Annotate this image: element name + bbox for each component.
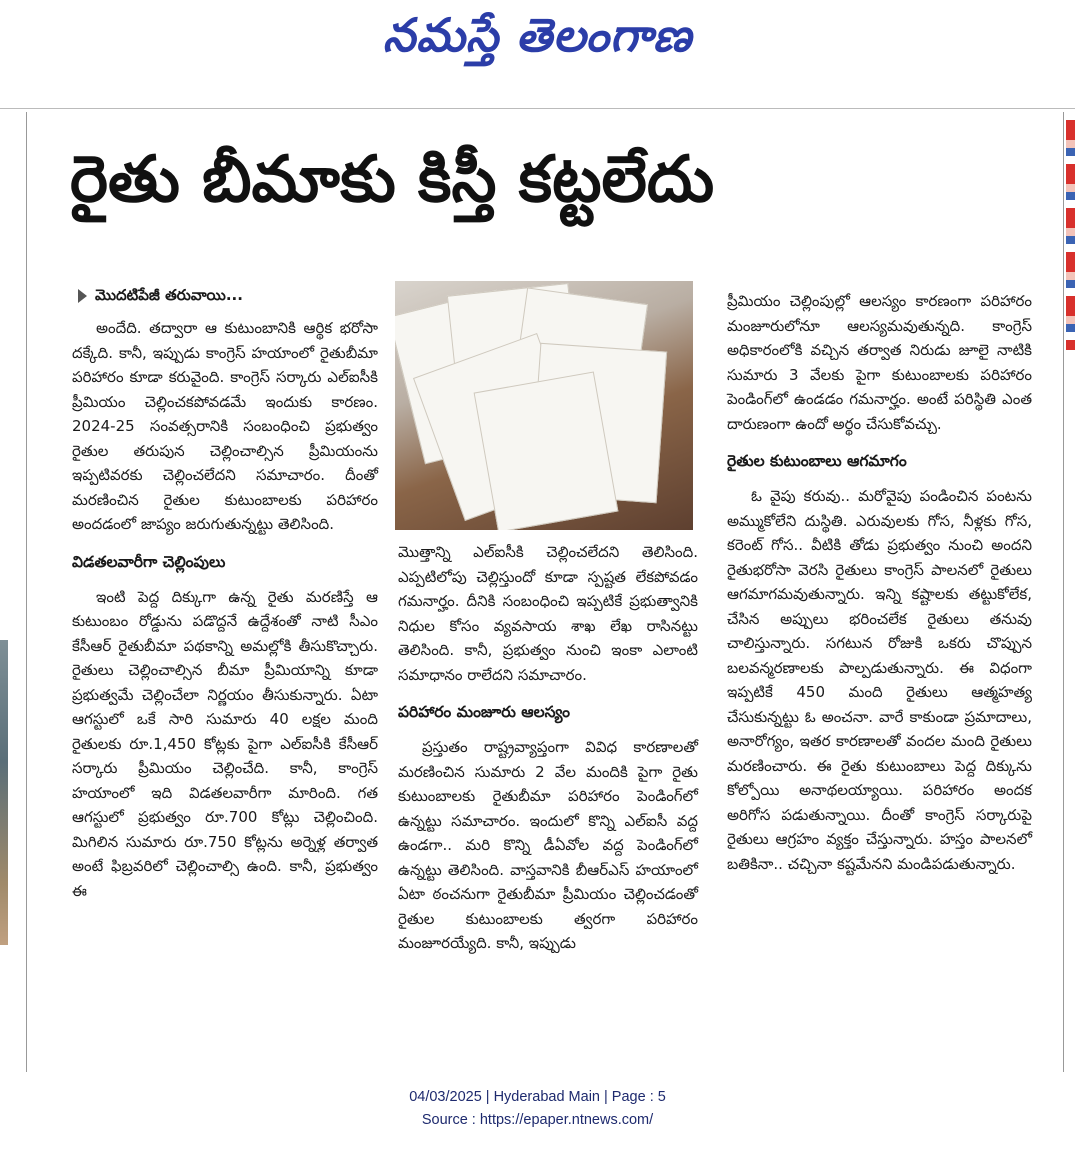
col3-subheading: రైతుల కుటుంబాలు ఆగమాగం — [727, 452, 907, 470]
masthead-rule — [0, 108, 1075, 109]
kicker — [78, 286, 243, 308]
article-column-3 — [727, 289, 1032, 876]
insurance-documents-photo — [395, 281, 693, 530]
masthead — [0, 0, 1075, 92]
article-headline: రైతు బీమాకు కిస్తీ కట్టలేదు — [70, 143, 715, 217]
article-column-1 — [72, 316, 378, 903]
footer-dateline: 04/03/2025 | Hyderabad Main | Page : 5 — [409, 1089, 666, 1105]
col1-paragraph-1: అందేది. తద్వారా ఆ కుటుంబానికి ఆర్థిక భరోసా దక్కేది. కానీ, ఇప్పుడు కాంగ్రెస్ హయాంలో రైతుబీమా పరిహారం కూడా కరువైంది. కాంగ్రెస్ సర్కారు ఎల్‌ఐసీకి ప్రీమియం చెల్లించకపోవడమే ఇందుకు కారణం. 2024-25 సంవత్సరానికి సంబంధించి ప్రభుత్వం రైతుల తరుపున చెల్లించాల్సిన ప్రీమియంను ఇప్పటివరకు చెల్లించలేదని సమాచారం. దీంతో మరణించిన రైతుల కుటుంబాలకు పరిహారం అందడంలో జాప్యం జరుగుతున్నట్టు తెలిసింది. — [72, 319, 378, 533]
right-edge-ad-fragment — [1066, 120, 1075, 350]
col3-paragraph-2: ఓ వైపు కరువు.. మరోవైపు పండించిన పంటను అమ్ముకోలేని దుస్థితి. ఎరువులకు గోస, నీళ్లకు గోస, కరెంట్ గోస.. వీటికి తోడు ప్రభుత్వం నుంచి అందని రైతుభరోసా వెరసి రైతులు కాంగ్రెస్ పాలనలో రైతులు ఆగమాగమవుతున్నారు. ఇన్ని కష్టాలకు తట్టుకోలేక, చేసిన అప్పులు భరించలేక రైతులు తనువు చాలిస్తున్నారు. సగటున రోజుకి ఒకరు చొప్పున బలవన్మరణాలకు పాల్పడుతున్నారు. ఈ విధంగా ఇప్పటికే 450 మంది రైతులు ఆత్మహత్య చేసుకున్నట్టు ఓ అంచనా. వారే కాకుండా ప్రమాదాలు, అనారోగ్యం, ఇతర కారణాలతో వందల మంది రైతులు మరణించారు. ఈ రైతు కుటుంబాలు పెద్ద దిక్కును కోల్పోయి అనాథలయ్యాయి. పరిహారం అందక అరిగోస పడుతున్నాయి. దీంతో కాంగ్రెస్ సర్కారుపై రైతులు ఆగ్రహం వ్యక్తం చేస్తున్నారు. హస్తం పాలనలో బతికినా.. చచ్చినా కష్టమేనని మండిపడుతున్నారు. — [727, 487, 1032, 873]
masthead-title: నమస్తే తెలంగాణ — [382, 8, 693, 62]
col3-paragraph-1: ప్రీమియం చెల్లింపుల్లో ఆలస్యం కారణంగా పరిహారం మంజూరులోనూ ఆలస్యమవుతున్నది. కాంగ్రెస్ అధికారంలోకి వచ్చిన తర్వాత నిరుడు జూలై నాటికి సుమారు 3 వేలకు పైగా కుటుంబాలకు పరిహారం పెండింగ్‌లో ఉండడం గమనార్హం. అంటే పరిస్థితి ఎంత దారుణంగా ఉందో అర్థం చేసుకోవచ్చు. — [727, 292, 1032, 433]
col1-paragraph-2: ఇంటి పెద్ద దిక్కుగా ఉన్న రైతు మరణిస్తే ఆ కుటుంబం రోడ్డును పడొద్దనే ఉద్దేశంతో నాటి సీఎం కేసీఆర్ రైతుబీమా పథకాన్ని అమల్లోకి తీసుకొచ్చారు. రైతులు చెల్లించాల్సిన బీమా ప్రీమియాన్ని కూడా ప్రభుత్వమే చెల్లించేలా నిర్ణయం తీసుకున్నారు. ఏటా ఆగస్టులో ఒకే సారి సుమారు 40 లక్షల మంది రైతులకు రూ.1,450 కోట్లకు పైగా ఎల్‌ఐసీకి కేసీఆర్ సర్కారు ప్రీమియం చెల్లించేది. కానీ, కాంగ్రెస్ హయాంలో ఇది విడతలవారీగా మారింది. గత ఆగస్టులో ప్రభుత్వం రూ.700 కోట్లు చెల్లించింది. మిగిలిన సుమారు రూ.750 కోట్లను అర్నెళ్ల తర్వాత అంటే ఫిబ్రవరిలో చెల్లించాల్సి ఉంది. కానీ, ప్రభుత్వం ఈ — [72, 587, 378, 900]
col2-subheading: పరిహారం మంజూరు ఆలస్యం — [398, 703, 570, 721]
chevron-right-icon — [78, 289, 87, 303]
left-edge-photo-fragment — [0, 640, 8, 945]
footer-source: Source : https://epaper.ntnews.com/ — [421, 1112, 654, 1128]
kicker-text: మొదటిపేజీ తరువాయి... — [95, 286, 243, 304]
col2-paragraph-1: మొత్తాన్ని ఎల్‌ఐసీకి చెల్లించలేదని తెలిసింది. ఎప్పటిలోపు చెల్లిస్తుందో కూడా స్పష్టత లేకపోవడం గమనార్హం. దీనికి సంబంధించి ఇప్పటికే ప్రభుత్వానికి నిధుల కోసం వ్యవసాయ శాఖ లేఖ రాసినట్టు తెలిసింది. కానీ, ప్రభుత్వం నుంచి ఇంకా ఎలాంటి సమాధానం రాలేదని సమాచారం. — [398, 543, 698, 684]
col1-subheading: విడతలవారీగా చెల్లింపులు — [72, 552, 226, 571]
article-column-2 — [398, 540, 698, 956]
col2-paragraph-2: ప్రస్తుతం రాష్ట్రవ్యాప్తంగా వివిధ కారణాలతో మరణించిన సుమారు 2 వేల మందికి పైగా రైతు కుటుంబాలకు రైతుబీమా పరిహారం పెండింగ్‌లో ఉన్నట్టు సమాచారం. ఇందులో కొన్ని ఎల్‌ఐసీ వద్ద ఉండగా.. మరి కొన్ని డీఏవోల వద్ద పెండింగ్‌లో ఉన్నట్టు తెలిసింది. వాస్తవానికి బీఆర్‌ఎస్ హయాంలో ఏటా ఠంచనుగా రైతుబీమా ప్రీమియం చెల్లించడంతో రైతుల కుటుంబాలకు త్వరగా పరిహారం మంజూరయ్యేది. కానీ, ఇప్పుడు — [398, 738, 698, 952]
